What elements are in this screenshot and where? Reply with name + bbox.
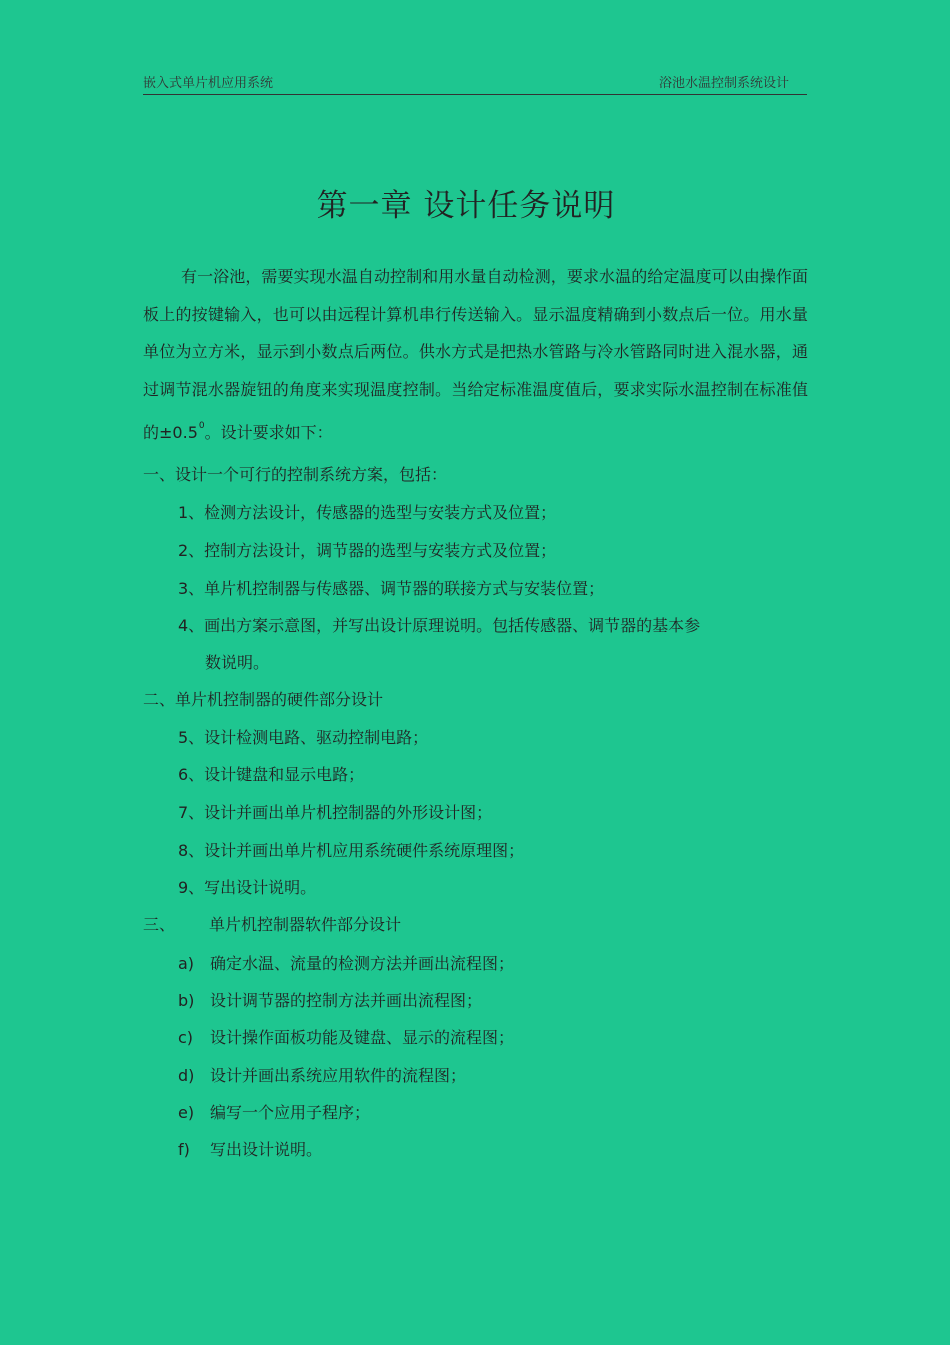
item-label: e) (178, 1103, 195, 1122)
item-label: d) (178, 1066, 195, 1085)
item-text: 设计调节器的控制方法并画出流程图； (210, 991, 483, 1010)
section2-heading: 二、单片机控制器的硬件部分设计 (143, 690, 384, 709)
section1-heading: 一、设计一个可行的控制系统方案，包括： (143, 465, 448, 484)
section3-item-a (178, 951, 514, 974)
chapter-title: 第一章 设计任务说明 (316, 188, 616, 224)
header-right-text: 浴池水温控制系统设计 (658, 76, 789, 91)
item-text: 写出设计说明。 (210, 1140, 323, 1159)
section3-item-c (178, 1025, 514, 1048)
section1-item-1: 1、检测方法设计，传感器的选型与安装方式及位置； (178, 503, 557, 522)
section1-item-2: 2、控制方法设计，调节器的选型与安装方式及位置； (178, 541, 557, 560)
section3-item-f (178, 1137, 322, 1160)
item-text: 编写一个应用子程序； (210, 1103, 371, 1122)
section3-heading-number: 三、 (143, 915, 176, 934)
section2-item-8: 8、设计并画出单片机应用系统硬件系统原理图； (178, 841, 525, 860)
item-text: 设计并画出系统应用软件的流程图； (210, 1066, 467, 1085)
section1-item-4-continued: 数说明。 (205, 653, 270, 672)
section3-item-d (178, 1063, 466, 1086)
item-text: 确定水温、流量的检测方法并画出流程图； (210, 954, 515, 973)
intro-text-end: 。设计要求如下： (204, 423, 333, 442)
section1-item-3: 3、单片机控制器与传感器、调节器的联接方式与安装位置； (178, 579, 605, 598)
item-label: b) (178, 991, 195, 1010)
item-label: c) (178, 1028, 194, 1047)
intro-paragraph (143, 258, 808, 452)
tolerance-value: ±0.5 (159, 423, 198, 442)
item-text: 设计操作面板功能及键盘、显示的流程图； (210, 1028, 515, 1047)
degree-superscript: 0 (198, 421, 205, 431)
section2-item-7: 7、设计并画出单片机控制器的外形设计图； (178, 803, 493, 822)
section3-item-b (178, 988, 482, 1011)
item-label: a) (178, 954, 195, 973)
section2-item-6: 6、设计键盘和显示电路； (178, 765, 365, 784)
item-label: f) (178, 1140, 190, 1159)
section3-heading (143, 912, 401, 935)
page-header (143, 70, 807, 95)
section2-item-5: 5、设计检测电路、驱动控制电路； (178, 728, 429, 747)
header-left-text: 嵌入式单片机应用系统 (143, 76, 274, 91)
section1-item-4: 4、画出方案示意图，并写出设计原理说明。包括传感器、调节器的基本参 (178, 616, 701, 635)
section3-item-e (178, 1100, 370, 1123)
section3-heading-text: 单片机控制器软件部分设计 (209, 915, 402, 934)
section2-item-9: 9、写出设计说明。 (178, 878, 317, 897)
intro-text: 有一浴池，需要实现水温自动控制和用水量自动检测，要求水温的给定温度可以由操作面板上的按键输入，也可以由远程计算机串行传送输入。显示温度精确到小数点后一位。用水量单位为立方米，显示到小数点后两位。供水方式是把热水管路与冷水管路同时进入混水器，通过调节混水器旋钮的角度来实现温度控制。当给定标准温度值后，要求实际水温控制在标准值的 (143, 267, 808, 442)
